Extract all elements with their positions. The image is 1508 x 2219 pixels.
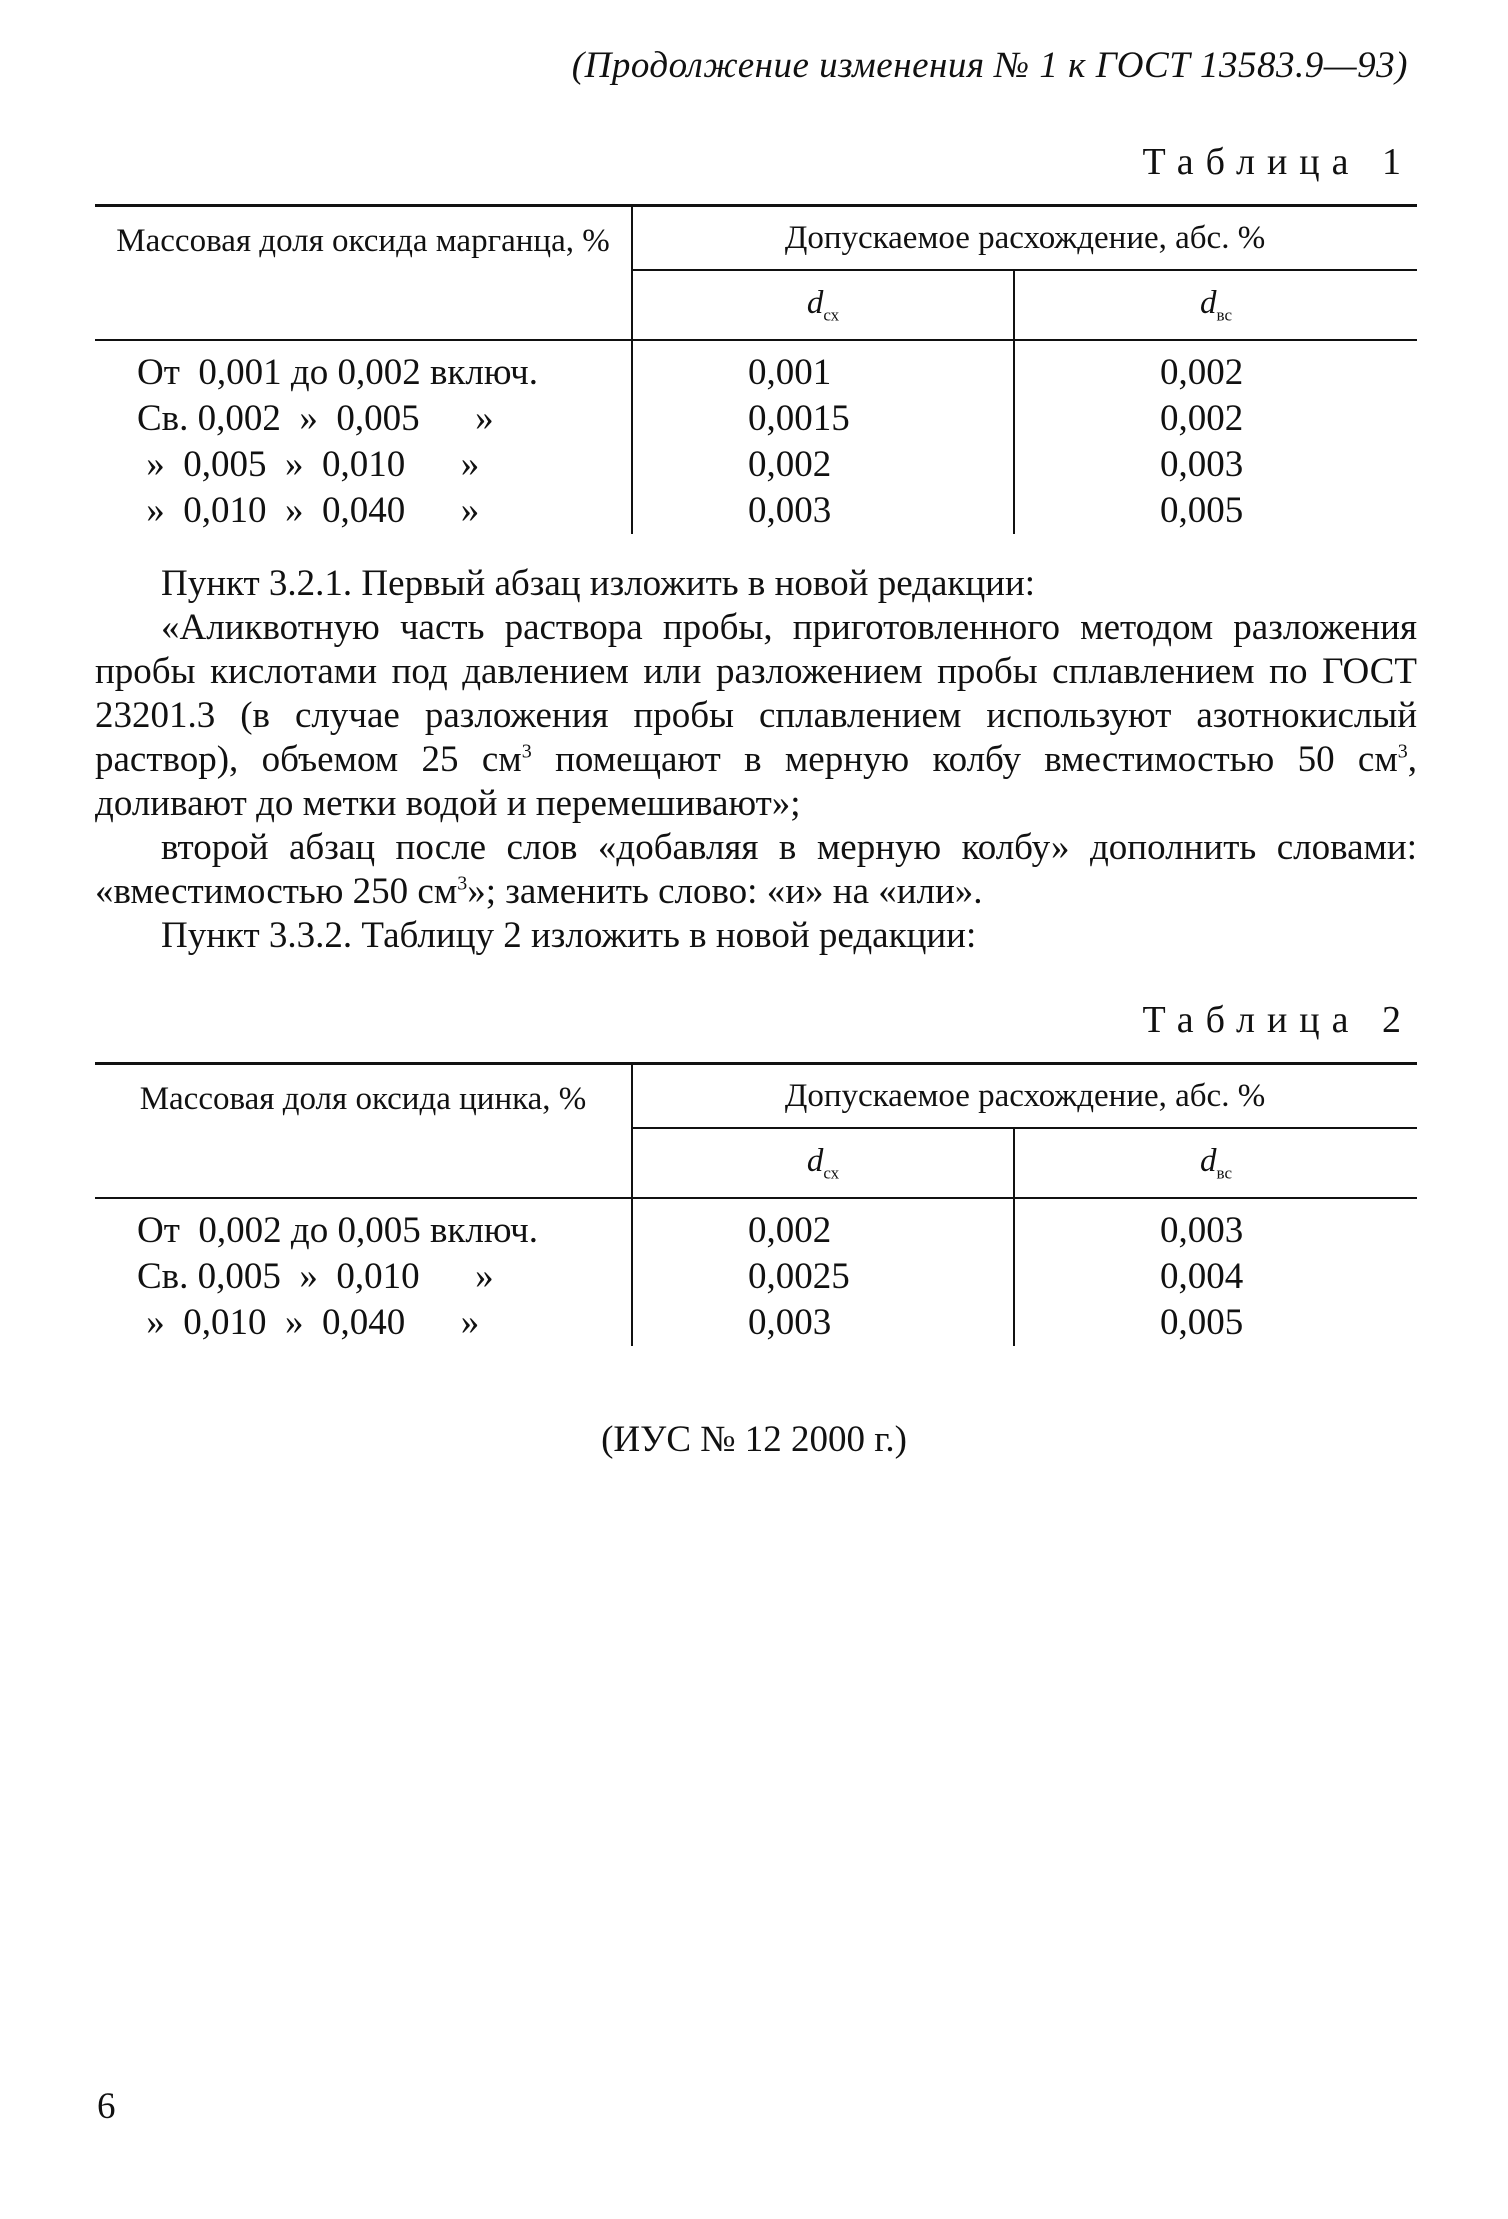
- table2-subheader-d-sx: $d_{сх}$: [632, 1128, 1014, 1198]
- amendment-text: [95, 562, 1417, 958]
- d-sx-cell: 0,003: [632, 488, 1014, 534]
- d-sx-cell: 0,0015: [632, 396, 1014, 442]
- paragraph: «Аликвотную часть раствора пробы, приготовленного методом разложения пробы кислотами под давлением или разложением пробы сплавлением по ГОСТ 23201.3 (в случае разложения пробы сплавлением используют азотнокислый раствор), объемом 25 $см^3$ помещают в мерную колбу вместимостью 50 $см^3$, доливают до метки водой и перемешивают»;: [95, 607, 1417, 824]
- table1-subheader-d-sx: $d_{сх}$: [632, 270, 1014, 340]
- d-sx-cell: 0,002: [632, 442, 1014, 488]
- d-vs-cell: 0,005: [1014, 488, 1417, 534]
- page-number: 6: [97, 2086, 116, 2127]
- table2: [95, 1062, 1417, 1346]
- range-cell: » 0,010 » 0,040 »: [137, 1302, 480, 1343]
- range-cell: Св. 0,005 » 0,010 »: [137, 1256, 494, 1297]
- table1-subheader-d-vs: $d_{вс}$: [1014, 270, 1417, 340]
- running-header: (Продолжение изменения № 1 к ГОСТ 13583.9—93): [571, 45, 1408, 86]
- paragraph: Пункт 3.3.2. Таблицу 2 изложить в новой редакции:: [161, 915, 977, 956]
- range-cell: » 0,010 » 0,040 »: [137, 490, 480, 531]
- table-row: [95, 1254, 1417, 1300]
- table-row: [95, 442, 1417, 488]
- table-row: [95, 488, 1417, 534]
- range-cell: » 0,005 » 0,010 »: [137, 444, 480, 485]
- source-note: (ИУС № 12 2000 г.): [601, 1419, 907, 1460]
- table2-label: Таблица 2: [1142, 999, 1413, 1041]
- table1-label: Таблица 1: [1142, 141, 1413, 183]
- d-vs-cell: 0,002: [1014, 340, 1417, 396]
- d-vs-cell: 0,003: [1014, 1198, 1417, 1254]
- table-row: [95, 396, 1417, 442]
- table1-col1-header: Массовая доля оксида марганца, %: [95, 206, 632, 341]
- table1-group-header: Допускаемое расхождение, абс. %: [632, 206, 1417, 271]
- paragraph: второй абзац после слов «добавляя в мерную колбу» дополнить словами: «вместимостью 250 $см^3$»; заменить слово: «и» на «или».: [95, 827, 1417, 912]
- table-row: [95, 1300, 1417, 1346]
- table-row: [95, 1198, 1417, 1254]
- range-cell: Св. 0,002 » 0,005 »: [137, 398, 494, 439]
- d-vs-cell: 0,005: [1014, 1300, 1417, 1346]
- table2-group-header: Допускаемое расхождение, абс. %: [632, 1064, 1417, 1129]
- paragraph: Пункт 3.2.1. Первый абзац изложить в новой редакции:: [161, 563, 1036, 604]
- d-sx-cell: 0,001: [632, 340, 1014, 396]
- d-sx-cell: 0,003: [632, 1300, 1014, 1346]
- d-vs-cell: 0,003: [1014, 442, 1417, 488]
- range-cell: От 0,002 до 0,005 включ.: [137, 1210, 538, 1251]
- range-cell: От 0,001 до 0,002 включ.: [137, 352, 538, 393]
- d-vs-cell: 0,004: [1014, 1254, 1417, 1300]
- d-vs-cell: 0,002: [1014, 396, 1417, 442]
- d-sx-cell: 0,0025: [632, 1254, 1014, 1300]
- table2-col1-header: Массовая доля оксида цинка, %: [95, 1064, 632, 1199]
- table1: [95, 204, 1417, 534]
- table2-subheader-d-vs: $d_{вс}$: [1014, 1128, 1417, 1198]
- d-sx-cell: 0,002: [632, 1198, 1014, 1254]
- table-row: [95, 340, 1417, 396]
